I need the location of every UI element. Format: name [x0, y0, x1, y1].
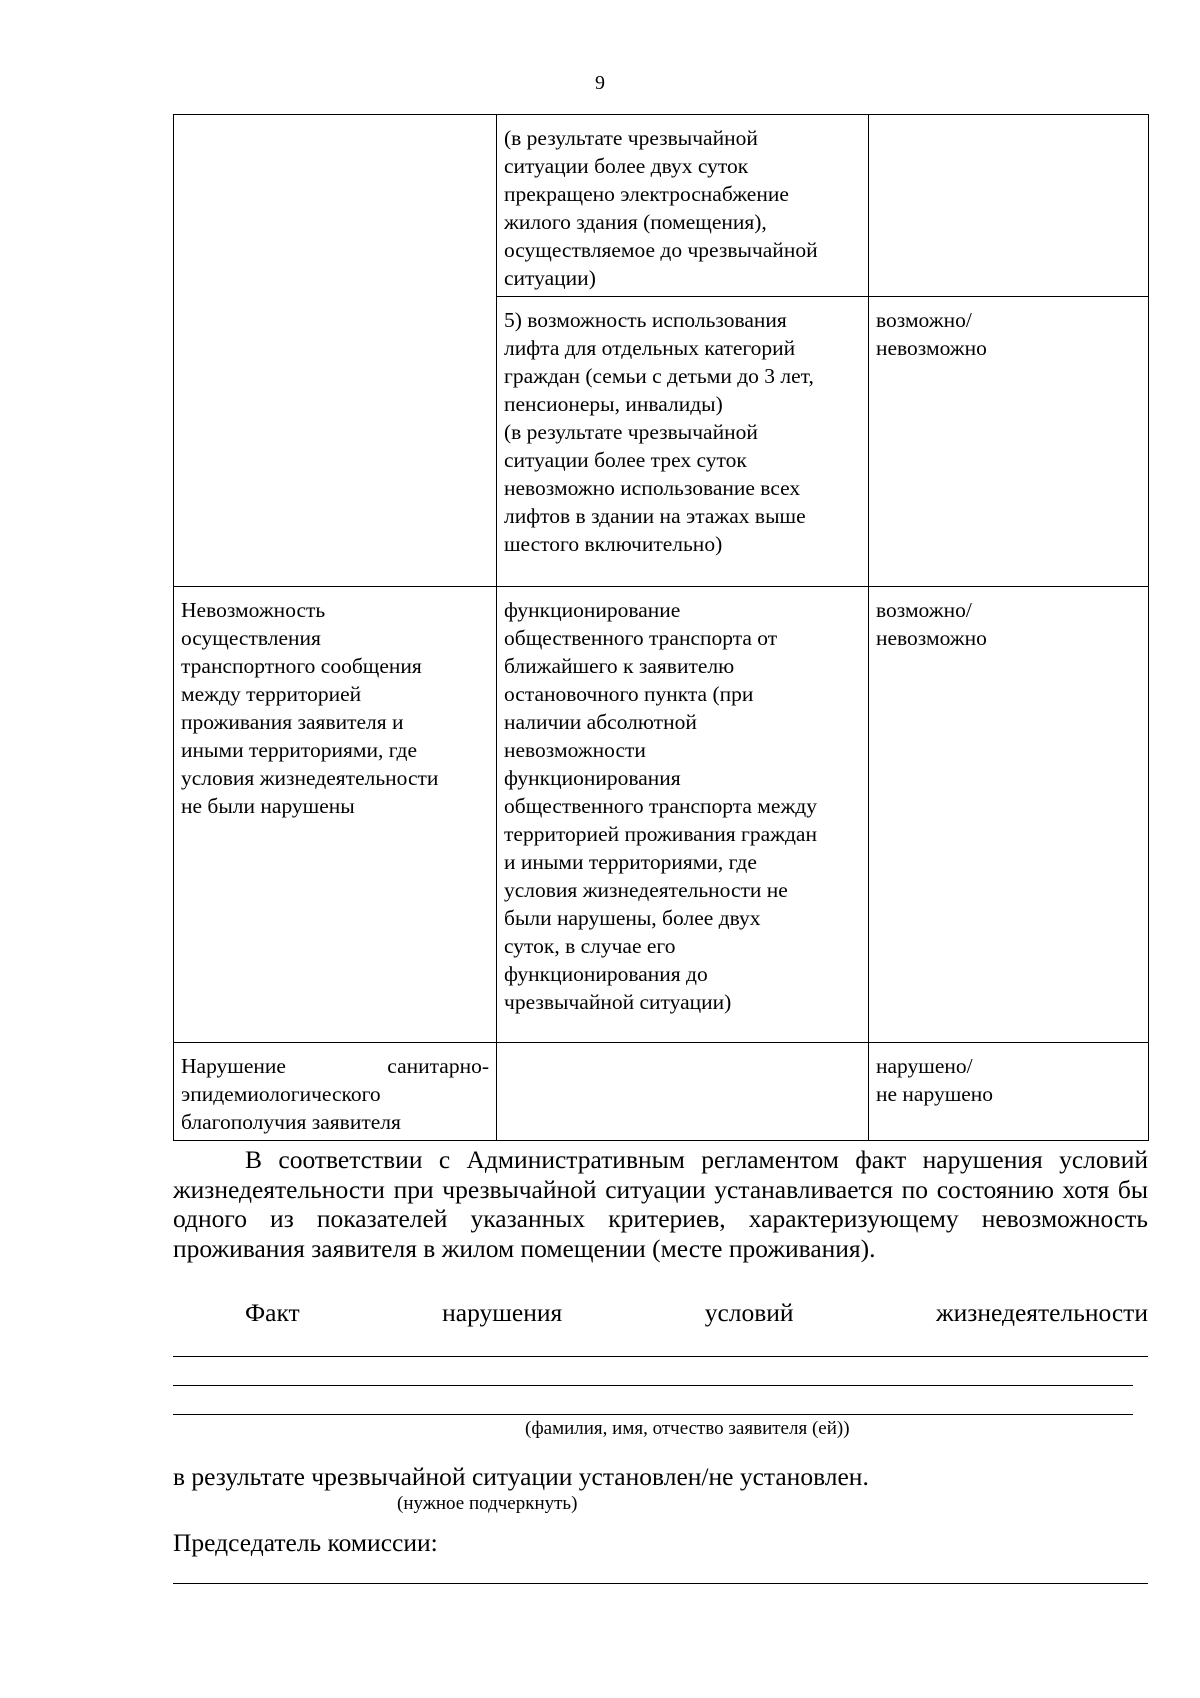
applicant-caption: (фамилия, имя, отчество заявителя (ей)): [525, 1418, 850, 1439]
result-line: в результате чрезвычайной ситуации установлен/не установлен.: [173, 1462, 869, 1491]
value-cell: нарушено/ не нарушено: [869, 1043, 1149, 1141]
indicator-cell: 5) возможность использования лифта для отдельных категорий граждан (семьи с детьми до 3 лет, пенсионеры, инвалиды) (в результате чрезвычайной ситуации более трех суток невозможно использование всех лифтов в здании на этажах выше шестого включительно): [497, 297, 869, 587]
table-row: [174, 587, 1149, 1043]
criterion-cell: [174, 115, 497, 297]
criterion-text: эпидемиологического благополучия заявителя: [181, 1082, 401, 1134]
criterion-cell: Невозможность осуществления транспортного сообщения между территорией проживания заявителя и иными территориями, где условия жизнедеятельности не были нарушены: [174, 587, 497, 1043]
regulation-paragraph: В соответствии с Административным регламентом факт нарушения условий жизнедеятельности при чрезвычайной ситуации устанавливается по состоянию хотя бы одного из показателей указанных критериев, характеризующему невозможность проживания заявителя в жилом помещении (месте проживания).: [173, 1145, 1148, 1263]
page-number: 9: [595, 72, 605, 94]
fill-in-line: [173, 1385, 1133, 1386]
criterion-word: санитарно-: [387, 1054, 489, 1078]
fact-word: условий: [704, 1298, 794, 1327]
value-cell: возможно/ невозможно: [869, 297, 1149, 587]
underline-hint: (нужное подчеркнуть): [397, 1493, 578, 1514]
fill-in-line: [173, 1414, 1133, 1415]
chairman-label: Председатель комиссии:: [173, 1528, 438, 1557]
fact-word: Факт: [245, 1298, 300, 1327]
table-row: [174, 1043, 1149, 1141]
value-cell: возможно/ невозможно: [869, 587, 1149, 1043]
signature-line: [173, 1583, 1148, 1584]
table-row: [174, 115, 1149, 297]
indicator-cell: (в результате чрезвычайной ситуации более двух суток прекращено электроснабжение жилого здания (помещения), осуществляемое до чрезвычайной ситуации): [497, 115, 869, 297]
criterion-word: Нарушение: [181, 1054, 286, 1078]
indicator-cell: [497, 1043, 869, 1141]
criteria-table: [173, 114, 1149, 1141]
fact-line: [173, 1298, 1148, 1328]
criterion-cell: [174, 297, 497, 587]
fact-word: нарушения: [442, 1298, 563, 1327]
criterion-cell: [174, 1043, 497, 1141]
value-cell: [869, 115, 1149, 297]
indicator-cell: функционирование общественного транспорта от ближайшего к заявителю остановочного пункта (при наличии абсолютной невозможности функционирования общественного транспорта между территорией проживания граждан и иными территориями, где условия жизнедеятельности не были нарушены, более двух суток, в случае его функционирования до чрезвычайной ситуации): [497, 587, 869, 1043]
fact-word: жизнедеятельности: [936, 1298, 1148, 1327]
fill-in-line: [173, 1356, 1148, 1357]
table-row: [174, 297, 1149, 587]
